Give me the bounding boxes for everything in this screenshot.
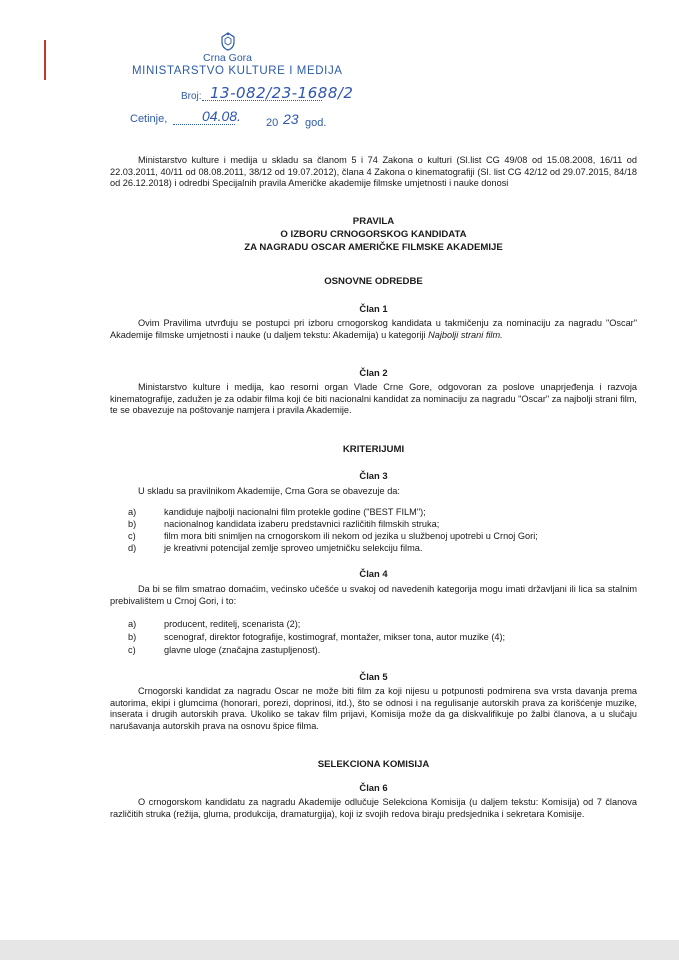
red-margin-mark — [44, 40, 46, 80]
article-4-title: Član 4 — [359, 568, 388, 579]
article-1-text: Ovim Pravilima utvrđuju se postupci pri izboru crnogorskog kandidata u takmičenju za nominaciju za nagradu "Oscar" Akademije filmske umjetnosti i nauke (u daljem tekstu: Akademija) u kategoriji — [110, 318, 637, 340]
article-2-body — [110, 382, 637, 417]
header-date: 04.08. — [202, 108, 241, 124]
article-6-title: Član 6 — [359, 782, 388, 793]
section-heading-kriterijumi: KRITERIJUMI — [342, 444, 405, 455]
title-line-3: ZA NAGRADU OSCAR AMERIČKE FILMSKE AKADEMIJE — [244, 242, 503, 253]
header-broj-value: 13-082/23-1688/2 — [210, 84, 354, 102]
article-3-title: Član 3 — [359, 470, 388, 481]
header-broj-label: Broj: — [181, 91, 202, 102]
article-5-body — [110, 686, 637, 732]
intro-paragraph — [110, 155, 637, 190]
article-1-title: Član 1 — [359, 303, 388, 314]
article-6-body — [110, 797, 637, 820]
date-dotted-line — [173, 124, 235, 125]
article-3-intro-text: U skladu sa pravilnikom Akademije, Crna Gora se obavezuje da: — [138, 486, 400, 496]
header-year-prefix: 20 — [266, 117, 279, 129]
article-4-intro-text: Da bi se film smatrao domaćim, većinsko učešće u svakoj od navedenih kategorija mogu imati državljani ili lica sa stalnim prebivalištem u Crnoj Gori, i to: — [110, 584, 637, 606]
article-6-text: O crnogorskom kandidatu za nagradu Akademije odlučuje Selekciona Komisija (u daljem tekstu: Komisija) od 7 članova različitih struka (režija, gluma, produkcija, dramaturgija), koji iz svojih redova biraju predsjednika i sekretara Komisije. — [110, 797, 637, 819]
article-5-title: Član 5 — [359, 671, 388, 682]
article-4-intro — [110, 584, 637, 607]
article-2-text: Ministarstvo kulture i medija, kao resorni organ Vlade Crne Gore, odgovoran za poslove unaprjeđenja i razvoja kinematografije, zadužen je za odabir filma koji će biti nacionalni kandidat za nominaciju za nagradu "Oscar" za najbolji strani film, te se obavezuje na poštovanje namjera i pravila Akademije. — [110, 382, 637, 416]
title-line-1: PRAVILA — [352, 216, 395, 227]
section-heading-selekciona: SELEKCIONA KOMISIJA — [317, 759, 430, 770]
article-1-body — [110, 318, 637, 341]
broj-dotted-line — [202, 100, 322, 101]
header-city: Cetinje, — [130, 113, 168, 125]
article-2-title: Član 2 — [359, 367, 388, 378]
section-heading-osnovne: OSNOVNE ODREDBE — [324, 276, 423, 287]
article-1-italic: Najbolji strani film. — [428, 329, 503, 340]
page-bottom-edge — [0, 940, 679, 960]
header-year-suffix: god. — [305, 117, 327, 129]
header-year-value: 23 — [283, 111, 299, 127]
header-country: Crna Gora — [203, 52, 253, 64]
intro-text: Ministarstvo kulture i medija u skladu sa članom 5 i 74 Zakona o kulturi (Sl.list CG 49/08 od 15.08.2008, 16/11 od 22.03.2011, 40/11 od 08.08.2011, 38/12 od 19.07.2012), člana 4 Zakona o kinematografiji (Sl. list CG 42/12 od 29.07.2015, 84/18 od 26.12.2018) i odredbi Specijalnih pravila Američke akademije filmske umjetnosti i nauke donosi — [110, 155, 637, 189]
title-line-2: O IZBORU CRNOGORSKOG KANDIDATA — [280, 229, 467, 240]
coat-of-arms-icon — [219, 31, 237, 51]
article-5-text: Crnogorski kandidat za nagradu Oscar ne može biti film za koji nijesu u potpunosti podmirena sva vrsta davanja prema autorima, ekipi i glumcima (honorari, porezi, doprinosi, itd.), što se odnosi i na regulisanje autorskih prava za korišćenje muzike, inserata i drugih autorskih prava. Ukoliko se takav film prijavi, Komisija može da ga diskvalifikuje po žalbi članova, a u slučaju narušavanja autorskih prava na osnovu špice filma. — [110, 686, 637, 731]
header-ministry: MINISTARSTVO KULTURE I MEDIJA — [132, 65, 343, 77]
article-3-intro — [110, 486, 637, 498]
